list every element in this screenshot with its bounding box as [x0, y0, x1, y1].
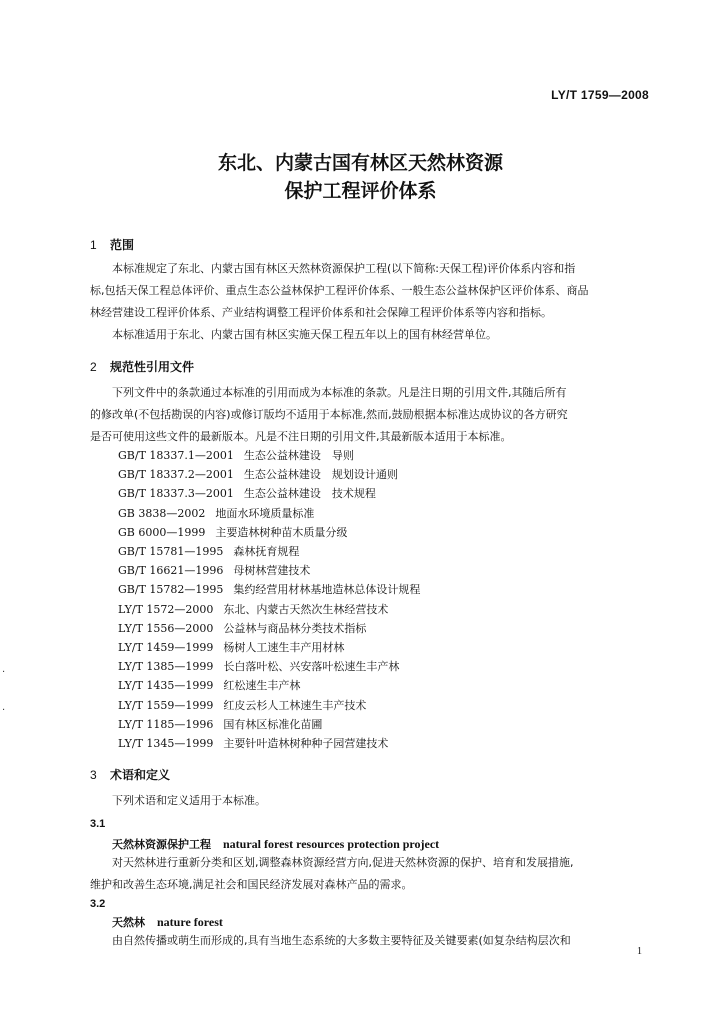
reference-code: LY/T 1572—2000: [118, 602, 214, 616]
reference-code: LY/T 1385—1999: [118, 660, 214, 674]
reference-item: [118, 580, 420, 600]
reference-code: GB 3838—2002: [118, 506, 206, 520]
margin-mark: .: [2, 702, 6, 713]
reference-title: 生态公益林建设 导则: [243, 449, 354, 462]
paragraph-line: 下列文件中的条款通过本标准的引用而成为本标准的条款。凡是注日期的引用文件,其随后所有: [112, 386, 567, 399]
reference-item: [118, 504, 314, 524]
reference-title: 森林抚育规程: [233, 545, 300, 558]
reference-title: 长白落叶松、兴安落叶松速生丰产林: [223, 660, 400, 674]
section-3-heading: [90, 766, 170, 783]
section-number: 2: [90, 360, 97, 374]
reference-item: [118, 561, 310, 581]
reference-code: LY/T 1345—1999: [118, 737, 214, 750]
reference-item: [118, 600, 388, 620]
paragraph-line: 维护和改善生态环境,满足社会和国民经济发展对森林产品的需求。: [90, 878, 413, 891]
reference-code: LY/T 1459—1999: [118, 641, 214, 654]
term-heading: [112, 914, 223, 930]
reference-title: 主要针叶造林树种种子园营建技术: [223, 737, 389, 750]
paragraph-line: 本标准规定了东北、内蒙古国有林区天然林资源保护工程(以下简称:天保工程)评价体系内容和指: [112, 262, 576, 275]
reference-item: [118, 696, 366, 716]
reference-title: 杨树人工速生丰产用材林: [223, 641, 345, 654]
reference-code: LY/T 1185—1996: [118, 717, 214, 731]
reference-title: 主要造林树种苗木质量分级: [215, 525, 348, 539]
reference-code: GB/T 18337.2—2001: [118, 468, 234, 482]
reference-code: GB/T 16621—1996: [118, 564, 224, 578]
section-title: 术语和定义: [110, 768, 171, 782]
reference-item: [118, 465, 398, 485]
section-2-heading: [90, 358, 194, 375]
reference-title: 红皮云杉人工林速生丰产技术: [223, 698, 367, 712]
reference-title: 地面水环境质量标准: [215, 506, 315, 520]
section-title: 范围: [110, 238, 135, 252]
paragraph-line: 对天然林进行重新分类和区划,调整森林资源经营方向,促进天然林资源的保护、培育和发展措施,: [112, 856, 574, 869]
reference-title: 红松速生丰产林: [223, 679, 301, 693]
reference-item: [118, 657, 399, 677]
document-title-line-2: 保护工程评价体系: [284, 180, 437, 202]
term-heading: [112, 836, 439, 852]
reference-title: 生态公益林建设 技术规程: [243, 487, 376, 501]
term-number: 3.2: [90, 898, 106, 910]
reference-code: LY/T 1435—1999: [118, 679, 214, 693]
paragraph-line: 由自然传播或萌生而形成的,具有当地生态系统的大多数主要特征及关键要素(如复杂结构层次和: [112, 934, 571, 947]
reference-item: [118, 619, 366, 639]
paragraph-line: 下列术语和定义适用于本标准。: [112, 794, 266, 807]
margin-mark: .: [2, 664, 6, 675]
reference-code: LY/T 1559—1999: [118, 698, 214, 712]
reference-code: GB/T 15782—1995: [118, 583, 224, 597]
section-1-heading: [90, 236, 134, 253]
section-title: 规范性引用文件: [110, 360, 195, 374]
term-number: 3.1: [90, 818, 106, 830]
paragraph-line: 标,包括天保工程总体评价、重点生态公益林保护工程评价体系、一般生态公益林保护区评价体系、商品: [90, 284, 589, 297]
term-en: natural forest resources protection project: [223, 837, 440, 851]
reference-title: 公益林与商品林分类技术指标: [223, 621, 367, 635]
reference-title: 母树林营建技术: [233, 564, 311, 578]
standard-code: LY/T 1759—2008: [551, 88, 649, 102]
reference-item: [118, 446, 354, 466]
reference-item: [118, 715, 322, 735]
term-en: nature forest: [157, 915, 223, 929]
paragraph-line: 本标准适用于东北、内蒙古国有林区实施天保工程五年以上的国有林经营单位。: [112, 328, 497, 341]
paragraph-line: 是否可使用这些文件的最新版本。凡是不注日期的引用文件,其最新版本适用于本标准。: [90, 430, 512, 443]
reference-code: GB/T 18337.3—2001: [118, 487, 234, 501]
reference-code: LY/T 1556—2000: [118, 621, 214, 635]
reference-item: [118, 542, 299, 562]
section-number: 3: [90, 768, 97, 782]
reference-item: [118, 638, 344, 658]
page-number: 1: [637, 946, 642, 957]
reference-code: GB/T 15781—1995: [118, 545, 224, 558]
reference-item: [118, 523, 347, 543]
reference-item: [118, 734, 388, 754]
paragraph-line: 林经营建设工程评价体系、产业结构调整工程评价体系和社会保障工程评价体系等内容和指标。: [90, 306, 552, 319]
reference-item: [118, 676, 300, 696]
term-zh: 天然林资源保护工程: [112, 838, 211, 851]
reference-title: 生态公益林建设 规划设计通则: [243, 468, 398, 482]
reference-title: 国有林区标准化苗圃: [223, 717, 323, 731]
document-title-line-1: 东北、内蒙古国有林区天然林资源: [217, 152, 503, 174]
paragraph-line: 的修改单(不包括勘误的内容)或修订版均不适用于本标准,然而,鼓励根据本标准达成协议的各方研究: [90, 408, 568, 421]
section-number: 1: [90, 238, 97, 252]
reference-title: 东北、内蒙古天然次生林经营技术: [223, 602, 389, 616]
term-zh: 天然林: [112, 916, 145, 929]
reference-code: GB 6000—1999: [118, 525, 206, 539]
reference-title: 集约经营用材林基地造林总体设计规程: [233, 583, 421, 597]
reference-code: GB/T 18337.1—2001: [118, 449, 234, 462]
reference-item: [118, 484, 376, 504]
